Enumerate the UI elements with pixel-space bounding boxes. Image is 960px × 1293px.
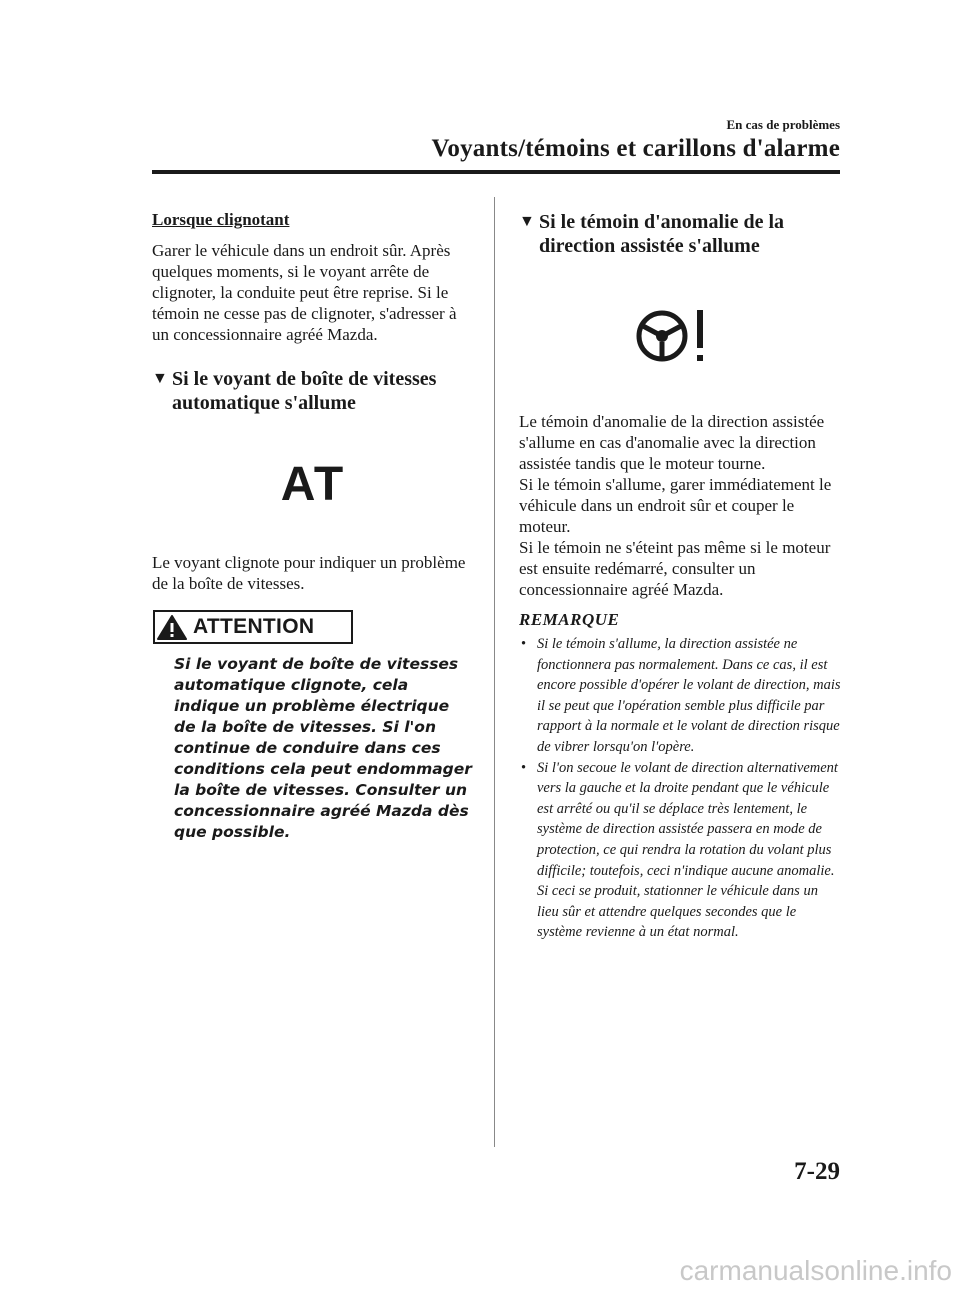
attention-label: ATTENTION <box>193 615 315 638</box>
ps-text-1: Le témoin d'anomalie de la direction assistée s'allume en cas d'anomalie avec la direction assistée tandis que le moteur tourne. <box>519 412 825 473</box>
power-steering-warning-icon <box>519 304 841 373</box>
right-column <box>519 210 841 943</box>
list-item <box>519 634 841 758</box>
list-item <box>519 758 841 943</box>
bullet-icon: • <box>521 636 527 652</box>
bullet-icon: • <box>521 759 527 776</box>
at-section-title <box>152 367 474 415</box>
blinking-text: Garer le véhicule dans un endroit sûr. Après quelques moments, si le voyant arrête de clignoter, la conduite peut être reprise. Si le témoin ne cesse pas de clignoter, s'adresser à un concessionnaire agréé Mazda. <box>152 241 457 344</box>
warning-triangle-icon <box>155 613 189 641</box>
ps-text-3: Si le témoin ne s'éteint pas même si le moteur est ensuite redémarré, consulter un concessionnaire agréé Mazda. <box>519 538 831 599</box>
blinking-heading: Lorsque clignotant <box>152 210 290 229</box>
triangle-down-icon: ▼ <box>152 370 168 387</box>
ps-section-title <box>519 210 841 258</box>
column-divider <box>494 197 495 1147</box>
attention-box <box>153 610 353 644</box>
ps-section-title-text: Si le témoin d'anomalie de la direction assistée s'allume <box>539 211 784 257</box>
header-rule <box>152 170 840 174</box>
page-title: Voyants/témoins et carillons d'alarme <box>431 135 840 162</box>
remark-list <box>519 634 841 943</box>
at-section-title-text: Si le voyant de boîte de vitesses automatique s'allume <box>172 368 437 414</box>
ps-text-2: Si le témoin s'allume, garer immédiatement le véhicule dans un endroit sûr et couper le moteur. <box>519 475 832 536</box>
watermark: carmanualsonline.info <box>679 1255 952 1286</box>
at-text: Le voyant clignote pour indiquer un problème de la boîte de vitesses. <box>152 553 466 593</box>
remark-title: REMARQUE <box>519 610 620 629</box>
remark-text: Si le témoin s'allume, la direction assistée ne fonctionnera pas normalement. Dans ce cas, il est encore possible d'opérer le volant de direction, mais il se peut que l'opération semble plus difficile par rapport à la normale et le volant de direction risque de vibrer lorsqu'on l'opère. <box>537 636 841 755</box>
remark-text: Si l'on secoue le volant de direction alternativement vers la gauche et la droite pendant que le véhicule est arrêté ou qu'il se déplace très lentement, le système de direction assistée passera en mode de protection, ce qui rendra la rotation du volant plus difficile; toutefois, ceci n'indique aucune anomalie. Si ceci se produit, stationner le véhicule dans un lieu sûr et attendre quelques secondes que le système revienne à un état normal. <box>537 759 838 941</box>
page-number: 7-29 <box>794 1158 840 1185</box>
section-name: En cas de problèmes <box>726 117 840 132</box>
triangle-down-icon: ▼ <box>519 213 535 230</box>
at-warning-icon: AT <box>280 458 346 511</box>
attention-text: Si le voyant de boîte de vitesses automatique clignote, cela indique un problème électrique de la boîte de vitesses. Si l'on continue de conduire dans ces conditions cela peut endommager la boîte de vitesses. Consulter un concessionnaire agréé Mazda dès que possible. <box>174 655 472 841</box>
left-column <box>152 210 474 843</box>
